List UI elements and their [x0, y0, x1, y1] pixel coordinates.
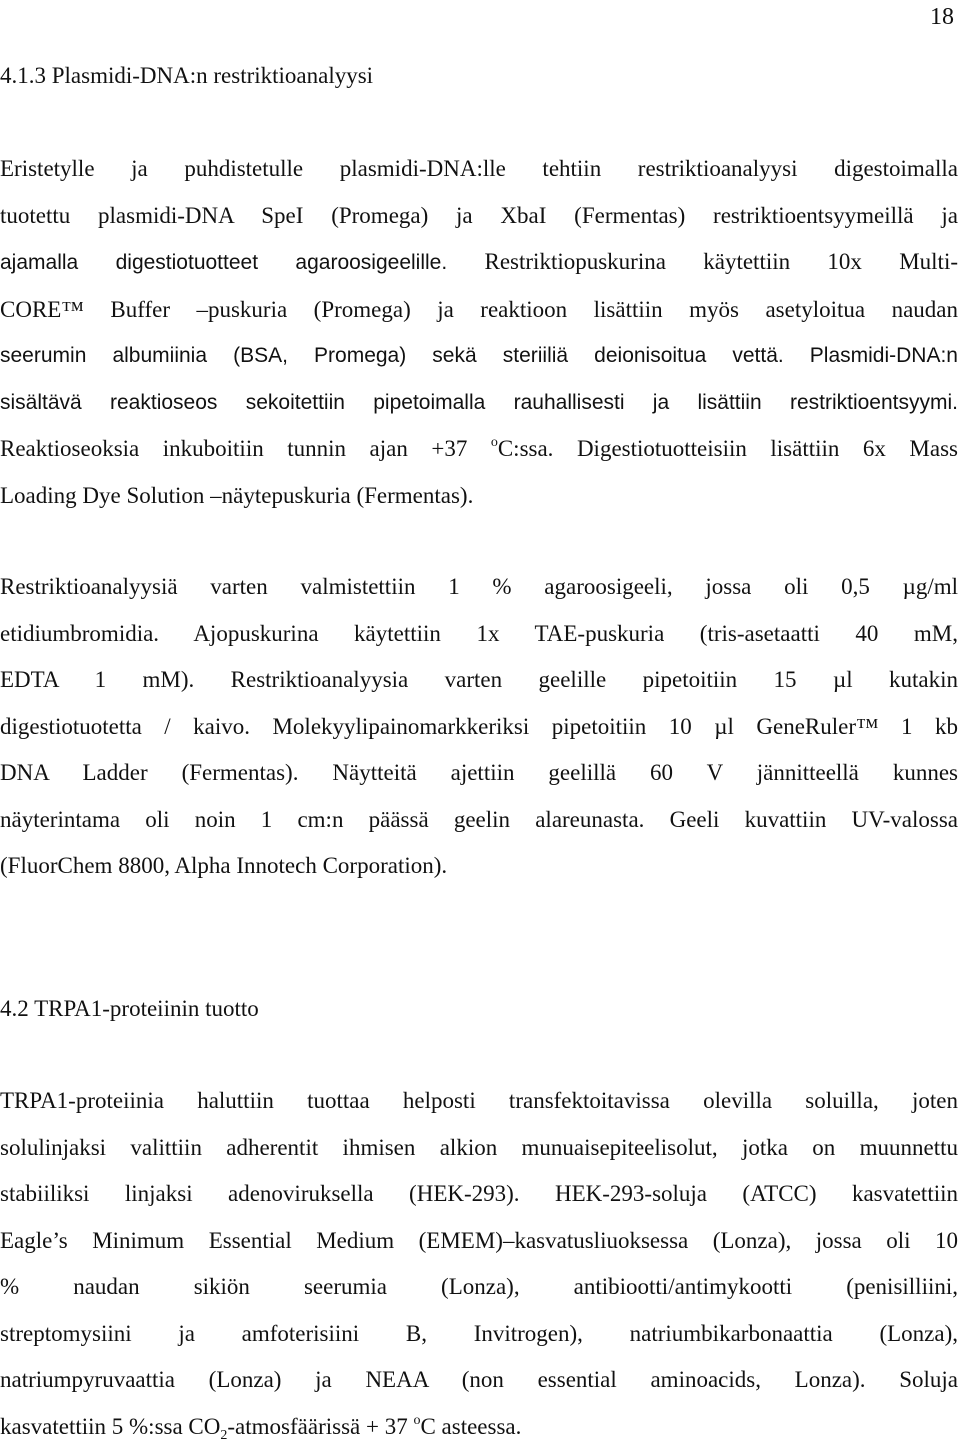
text-line: CORE™ Buffer –puskuria (Promega) ja reaktioon lisättiin myös asetyloitua naudan	[0, 287, 958, 334]
text-line: näyterintama oli noin 1 cm:n päässä geelin alareunasta. Geeli kuvattiin UV-valossa	[0, 797, 958, 844]
text-line: sisältävä reaktioseos sekoitettiin pipetoimalla rauhallisesti ja lisättiin restriktioentsyymi.	[0, 380, 958, 427]
text-line	[0, 239, 958, 287]
text-line: seerumin albumiinia (BSA, Promega) sekä steriiliä deionisoitua vettä. Plasmidi-DNA:n	[0, 333, 958, 380]
text-line	[0, 193, 958, 240]
text-line: (FluorChem 8800, Alpha Innotech Corporation).	[0, 843, 958, 890]
paragraph-gel-electrophoresis	[0, 564, 958, 890]
text-line: etidiumbromidia. Ajopuskurina käytettiin 1x TAE-puskuria (tris-asetaatti 40 mM,	[0, 611, 958, 658]
text-run: C asteessa.	[420, 1414, 521, 1439]
text-run: kasvatettiin 5 %:ssa CO	[0, 1414, 220, 1439]
degree-superscript: o	[491, 435, 498, 450]
text-line: solulinjaksi valittiin adherentit ihmisen alkion munuaisepiteelisolut, jotka on muunnettu	[0, 1125, 958, 1172]
text-line: stabiiliksi linjaksi adenoviruksella (HEK-293). HEK-293-soluja (ATCC) kasvatettiin	[0, 1171, 958, 1218]
text-run: -atmosfäärissä + 37	[227, 1414, 413, 1439]
text-run: Reaktioseoksia inkuboitiin tunnin ajan +37	[0, 436, 491, 461]
text-run: Restriktiopuskurina käytettiin 10x Multi-	[447, 249, 958, 274]
subscript-two: 2	[220, 1428, 227, 1443]
page-number: 18	[930, 2, 954, 32]
text-line: streptomysiini ja amfoterisiini B, Invitrogen), natriumbikarbonaattia (Lonza),	[0, 1311, 958, 1358]
text-run: C:ssa. Digestiotuotteisiin lisättiin 6x Mass	[498, 436, 958, 461]
degree-superscript: o	[413, 1413, 420, 1428]
text-line: DNA Ladder (Fermentas). Näytteitä ajettiin geelillä 60 V jännitteellä kunnes	[0, 750, 958, 797]
paragraph-trpa1-production	[0, 1078, 958, 1450]
text-run: tuotettu plasmidi-DNA SpeI (Promega) ja XbaI (Fermentas) restriktioentsyymeillä ja	[0, 203, 958, 228]
paragraph-restriction-analysis	[0, 146, 958, 519]
text-line: digestiotuotetta / kaivo. Molekyylipainomarkkeriksi pipetoitiin 10 µl GeneRuler™ 1 kb	[0, 704, 958, 751]
text-line	[0, 1404, 958, 1450]
text-line: TRPA1-proteiinia haluttiin tuottaa helposti transfektoitavissa olevilla soluilla, joten	[0, 1078, 958, 1125]
text-line: % naudan sikiön seerumia (Lonza), antibiootti/antimykootti (penisilliini,	[0, 1264, 958, 1311]
text-line	[0, 426, 958, 473]
text-line: Eristetylle ja puhdistetulle plasmidi-DNA:lle tehtiin restriktioanalyysi digestoimalla	[0, 146, 958, 193]
text-line: EDTA 1 mM). Restriktioanalyysia varten geelille pipetoitiin 15 µl kutakin	[0, 657, 958, 704]
text-line: Loading Dye Solution –näytepuskuria (Fermentas).	[0, 473, 958, 520]
text-run: ajamalla digestiotuotteet agaroosigeelille.	[0, 251, 447, 274]
section-heading-4-1-3: 4.1.3 Plasmidi-DNA:n restriktioanalyysi	[0, 61, 373, 91]
text-line: Eagle’s Minimum Essential Medium (EMEM)–kasvatusliuoksessa (Lonza), jossa oli 10	[0, 1218, 958, 1265]
section-heading-4-2: 4.2 TRPA1-proteiinin tuotto	[0, 994, 259, 1024]
text-line: natriumpyruvaattia (Lonza) ja NEAA (non essential aminoacids, Lonza). Soluja	[0, 1357, 958, 1404]
text-line: Restriktioanalyysiä varten valmistettiin 1 % agaroosigeeli, jossa oli 0,5 µg/ml	[0, 564, 958, 611]
